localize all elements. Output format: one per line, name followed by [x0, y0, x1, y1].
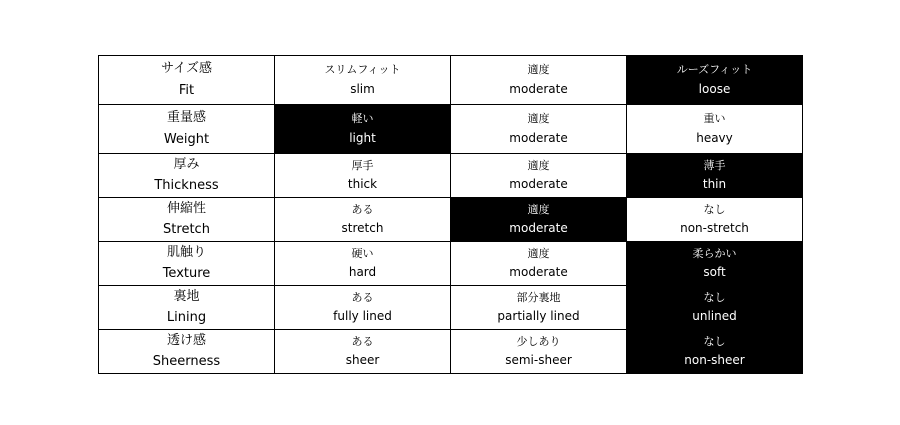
option-label-en: moderate: [509, 221, 568, 236]
option-label-ja: 適度: [527, 246, 550, 260]
spec-row-texture: [99, 242, 803, 286]
option-label-en: slim: [350, 81, 375, 96]
spec-row-weight: [99, 105, 803, 154]
fabric-spec-table: [98, 55, 803, 374]
option-label-ja: 少しあり: [516, 334, 561, 348]
row-label-ja: 肌触り: [166, 244, 206, 260]
option-cell: [275, 242, 451, 286]
option-cell: [627, 198, 803, 242]
spec-row-fit: [99, 56, 803, 105]
row-label-en: Thickness: [154, 178, 219, 193]
option-cell-selected: [275, 105, 451, 154]
row-label-cell: [99, 242, 275, 286]
row-label-en: Weight: [163, 131, 210, 147]
option-label-en: moderate: [509, 265, 568, 280]
option-cell: [451, 330, 627, 374]
row-label-en: Stretch: [163, 222, 210, 237]
row-label-cell: [99, 330, 275, 374]
option-label-ja: 部分裏地: [516, 290, 561, 304]
option-label-en: moderate: [509, 177, 568, 192]
option-label-en: soft: [703, 265, 726, 280]
spec-row-thickness: [99, 154, 803, 198]
row-label-cell: [99, 105, 275, 154]
row-label-cell: [99, 56, 275, 105]
option-label-en: light: [349, 130, 376, 145]
option-label-ja: 薄手: [703, 158, 726, 172]
option-cell-selected: [627, 286, 803, 330]
option-label-ja: スリムフィット: [324, 63, 401, 77]
option-label-ja: 適度: [527, 63, 550, 77]
option-label-ja: 適度: [527, 112, 550, 126]
row-label-ja: 重量感: [166, 110, 206, 126]
option-label-en: non-stretch: [680, 221, 749, 236]
option-label-en: stretch: [341, 221, 384, 236]
option-label-en: unlined: [692, 309, 737, 324]
option-cell: [451, 286, 627, 330]
option-cell: [451, 242, 627, 286]
option-label-en: semi-sheer: [505, 353, 572, 368]
option-label-en: fully lined: [333, 309, 392, 324]
option-cell-selected: [627, 330, 803, 374]
option-cell-selected: [451, 198, 627, 242]
spec-row-sheerness: [99, 330, 803, 374]
option-label-ja: 硬い: [351, 246, 374, 260]
option-cell-selected: [627, 56, 803, 105]
row-label-en: Sheerness: [152, 354, 221, 369]
row-label-en: Fit: [178, 82, 195, 98]
option-label-ja: ある: [351, 290, 374, 304]
option-label-ja: なし: [703, 202, 726, 216]
option-cell-selected: [627, 154, 803, 198]
option-label-en: thin: [702, 177, 727, 192]
option-label-ja: なし: [703, 290, 726, 304]
option-label-en: moderate: [509, 130, 568, 145]
option-cell: [627, 105, 803, 154]
option-cell: [451, 56, 627, 105]
option-label-ja: ある: [351, 202, 374, 216]
row-label-ja: 裏地: [173, 288, 200, 304]
row-label-ja: 厚み: [173, 156, 200, 172]
row-label-en: Lining: [166, 310, 207, 325]
row-label-ja: 透け感: [166, 332, 206, 348]
spec-row-stretch: [99, 198, 803, 242]
option-label-en: hard: [348, 265, 377, 280]
option-label-en: heavy: [696, 130, 733, 145]
option-label-en: sheer: [345, 353, 380, 368]
option-cell: [275, 154, 451, 198]
option-label-en: loose: [698, 81, 731, 96]
option-cell-selected: [627, 242, 803, 286]
option-cell: [275, 198, 451, 242]
option-cell: [451, 154, 627, 198]
option-label-en: partially lined: [497, 309, 580, 324]
row-label-cell: [99, 154, 275, 198]
option-label-ja: 重い: [703, 112, 726, 126]
spec-row-lining: [99, 286, 803, 330]
row-label-ja: サイズ感: [161, 61, 212, 77]
option-cell: [451, 105, 627, 154]
option-label-en: non-sheer: [684, 353, 745, 368]
option-label-ja: 厚手: [351, 158, 374, 172]
option-label-en: thick: [347, 177, 378, 192]
option-label-en: moderate: [509, 81, 568, 96]
option-label-ja: ある: [351, 334, 374, 348]
row-label-cell: [99, 286, 275, 330]
option-cell: [275, 330, 451, 374]
option-cell: [275, 56, 451, 105]
option-label-ja: ルーズフィット: [676, 63, 753, 77]
option-label-ja: 柔らかい: [692, 246, 737, 260]
row-label-cell: [99, 198, 275, 242]
option-label-ja: 適度: [527, 202, 550, 216]
row-label-en: Texture: [162, 266, 211, 281]
option-cell: [275, 286, 451, 330]
option-label-ja: 適度: [527, 158, 550, 172]
option-label-ja: 軽い: [351, 112, 374, 126]
option-label-ja: なし: [703, 334, 726, 348]
row-label-ja: 伸縮性: [166, 200, 206, 216]
